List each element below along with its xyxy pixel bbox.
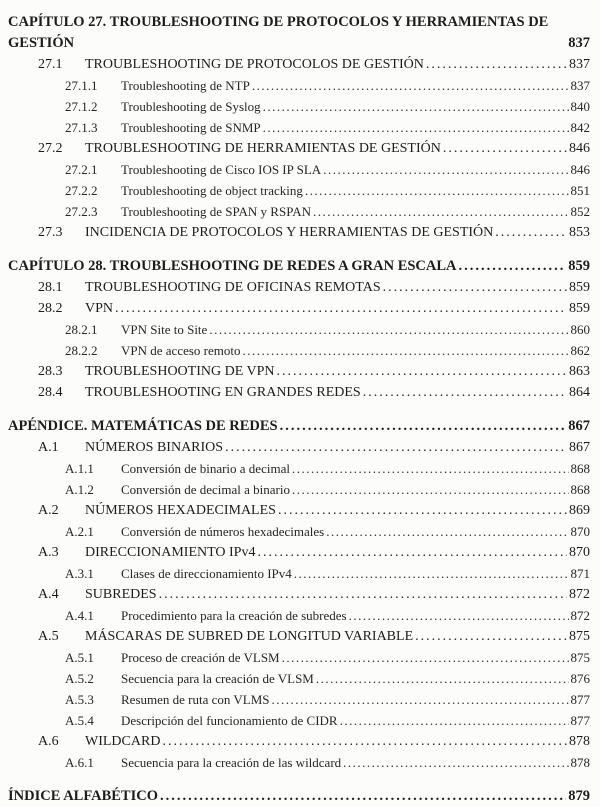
entry-title: VPN Site to Site [121, 322, 208, 337]
toc-entry [8, 668, 590, 689]
entry-page: 853 [569, 225, 590, 240]
toc-entry [8, 710, 590, 731]
dot-leader [272, 689, 569, 710]
entry-page: 869 [569, 503, 590, 518]
entry-number: A.3.1 [65, 566, 94, 581]
entry-number: 27.1 [38, 57, 63, 72]
entry-number: 27.2.3 [65, 204, 98, 219]
toc-entry [8, 689, 590, 710]
entry-title: SUBREDES [85, 587, 157, 602]
entry-title: Secuencia para la creación de VLSM [121, 671, 314, 686]
entry-title: MÁSCARAS DE SUBRED DE LONGITUD VARIABLE [85, 629, 414, 644]
entry-title: Secuencia para la creación de las wildcard [121, 755, 342, 770]
toc-entry [8, 647, 590, 668]
dot-leader [159, 584, 567, 605]
entry-number: A.5.4 [65, 713, 94, 728]
entry-title: INCIDENCIA DE PROTOCOLOS Y HERRAMIENTAS DE GESTIÓN [85, 225, 494, 240]
entry-title: VPN de acceso remoto [121, 343, 241, 358]
entry-title: CAPÍTULO 28. TROUBLESHOOTING DE REDES A GRAN ESCALA [8, 258, 457, 274]
toc-entry [8, 138, 590, 159]
entry-page: 840 [570, 99, 590, 114]
dot-leader [343, 752, 568, 773]
entry-page: 859 [569, 301, 590, 316]
entry-title: Conversión de decimal a binario [121, 482, 290, 497]
entry-number: A.6.1 [65, 755, 94, 770]
entry-title: Descripción del funcionamiento de CIDR [121, 713, 338, 728]
entry-page: 875 [570, 650, 590, 665]
entry-title: NÚMEROS BINARIOS [85, 440, 224, 455]
toc-entry [8, 256, 590, 277]
entry-title: APÉNDICE. MATEMÁTICAS DE REDES [8, 418, 278, 434]
entry-page: 877 [570, 692, 590, 707]
entry-title: TROUBLESHOOTING DE HERRAMIENTAS DE GESTIÓN [85, 141, 441, 156]
entry-number: A.1.1 [65, 461, 94, 476]
entry-page: 860 [570, 322, 590, 337]
dot-leader [225, 437, 567, 458]
toc-entry [8, 319, 590, 340]
entry-page: 846 [569, 141, 590, 156]
dot-leader [292, 479, 569, 500]
toc-entry [8, 416, 590, 437]
dot-leader [252, 75, 569, 96]
entry-title: WILDCARD [85, 734, 161, 749]
entry-number: 27.1.1 [65, 78, 98, 93]
dot-leader [294, 563, 569, 584]
dot-leader [383, 277, 567, 298]
entry-number: 27.2.2 [65, 183, 98, 198]
entry-page: 864 [569, 385, 590, 400]
entry-page: 872 [569, 587, 590, 602]
entry-title: NÚMEROS HEXADECIMALES [85, 503, 276, 518]
entry-page: 870 [570, 524, 590, 539]
entry-number: 28.1 [38, 280, 63, 295]
toc-entry [8, 96, 590, 117]
entry-title: Conversión de binario a decimal [121, 461, 290, 476]
entry-number: A.5 [38, 629, 59, 644]
toc-entry [8, 500, 590, 521]
dot-leader [459, 256, 567, 277]
toc-entry [8, 786, 590, 807]
table-of-contents [8, 12, 590, 807]
toc-entry [8, 75, 590, 96]
entry-title: VPN [85, 301, 114, 316]
entry-number: 27.3 [38, 225, 63, 240]
toc-entry [8, 626, 590, 647]
toc-entry [8, 54, 590, 75]
dot-leader [326, 521, 568, 542]
entry-title: Clases de direccionamiento IPv4 [121, 566, 292, 581]
dot-leader [263, 117, 569, 138]
entry-number: 27.2 [38, 141, 63, 156]
entry-page: 846 [570, 162, 590, 177]
entry-number: 27.2.1 [65, 162, 98, 177]
entry-number: 27.1.2 [65, 99, 98, 114]
entry-page: 878 [569, 734, 590, 749]
dot-leader [313, 201, 568, 222]
dot-leader [426, 54, 567, 75]
entry-page: 852 [570, 204, 590, 219]
dot-leader [282, 647, 569, 668]
dot-leader [243, 340, 569, 361]
toc-entry [8, 298, 590, 319]
entry-page: 859 [568, 258, 590, 274]
entry-number: 28.3 [38, 364, 63, 379]
toc-entry [8, 117, 590, 138]
dot-leader [340, 710, 569, 731]
entry-title: Troubleshooting de SNMP [121, 120, 261, 135]
entry-title: Procedimiento para la creación de subredes [121, 608, 347, 623]
entry-page: 837 [569, 57, 590, 72]
entry-number: A.5.1 [65, 650, 94, 665]
dot-leader [162, 731, 567, 752]
entry-number: 27.1.3 [65, 120, 98, 135]
entry-number: 28.2.1 [65, 322, 98, 337]
toc-entry [8, 458, 590, 479]
entry-page: 837 [570, 78, 590, 93]
dot-leader [415, 626, 567, 647]
entry-number: A.1.2 [65, 482, 94, 497]
toc-entry [8, 159, 590, 180]
entry-title: CAPÍTULO 27. TROUBLESHOOTING DE PROTOCOLOS Y HERRAMIENTAS DE GESTIÓN [8, 14, 549, 51]
entry-number: A.3 [38, 545, 59, 560]
dot-leader [280, 416, 567, 437]
dot-leader [305, 180, 569, 201]
toc-entry [8, 361, 590, 382]
entry-page: 863 [569, 364, 590, 379]
entry-page: 868 [570, 482, 590, 497]
toc-entry [8, 437, 590, 458]
entry-number: A.6 [38, 734, 59, 749]
dot-leader [443, 138, 567, 159]
dot-leader [278, 500, 567, 521]
entry-page: 877 [570, 713, 590, 728]
toc-entry [8, 752, 590, 773]
dot-leader [257, 542, 567, 563]
toc-entry [8, 605, 590, 626]
entry-number: 28.4 [38, 385, 63, 400]
toc-entry [8, 584, 590, 605]
toc-entry [8, 222, 590, 243]
entry-number: A.4.1 [65, 608, 94, 623]
entry-page: 859 [569, 280, 590, 295]
dot-leader [495, 222, 567, 243]
entry-number: A.2.1 [65, 524, 94, 539]
toc-entry [8, 340, 590, 361]
toc-entry [8, 277, 590, 298]
dot-leader [277, 361, 567, 382]
entry-title: TROUBLESHOOTING DE VPN [85, 364, 275, 379]
entry-page: 862 [570, 343, 590, 358]
entry-page: 868 [570, 461, 590, 476]
entry-title: TROUBLESHOOTING DE OFICINAS REMOTAS [85, 280, 381, 295]
toc-entry [8, 542, 590, 563]
entry-number: A.2 [38, 503, 59, 518]
entry-page: 876 [570, 671, 590, 686]
toc-entry [8, 382, 590, 403]
entry-title: Proceso de creación de VLSM [121, 650, 280, 665]
entry-page: 871 [570, 566, 590, 581]
entry-title: Troubleshooting de NTP [121, 78, 250, 93]
entry-page: 879 [568, 788, 590, 804]
entry-page: 870 [569, 545, 590, 560]
entry-page: 851 [570, 183, 590, 198]
entry-number: 28.2 [38, 301, 63, 316]
toc-entry [8, 12, 590, 54]
toc-entry [8, 201, 590, 222]
entry-title: Conversión de números hexadecimales [121, 524, 325, 539]
entry-page: 867 [569, 440, 590, 455]
dot-leader [316, 668, 569, 689]
dot-leader [263, 96, 569, 117]
toc-entry [8, 521, 590, 542]
dot-leader [160, 786, 566, 807]
entry-number: A.4 [38, 587, 59, 602]
entry-title: Troubleshooting de Cisco IOS IP SLA [121, 162, 322, 177]
dot-leader [323, 159, 568, 180]
dot-leader [292, 458, 569, 479]
dot-leader [363, 382, 567, 403]
toc-entry [8, 731, 590, 752]
entry-title: TROUBLESHOOTING EN GRANDES REDES [85, 385, 361, 400]
entry-number: 28.2.2 [65, 343, 98, 358]
entry-title: Troubleshooting de Syslog [121, 99, 261, 114]
entry-title: TROUBLESHOOTING DE PROTOCOLOS DE GESTIÓN [85, 57, 424, 72]
dot-leader [115, 298, 567, 319]
entry-page: 867 [568, 418, 590, 434]
toc-entry [8, 563, 590, 584]
entry-page: 842 [570, 120, 590, 135]
toc-entry [8, 479, 590, 500]
entry-page: 875 [569, 629, 590, 644]
toc-entry [8, 180, 590, 201]
entry-title: Troubleshooting de object tracking [121, 183, 303, 198]
entry-title: Troubleshooting de SPAN y RSPAN [121, 204, 312, 219]
entry-number: A.1 [38, 440, 59, 455]
entry-page: 837 [568, 35, 590, 51]
entry-title: ÍNDICE ALFABÉTICO [8, 788, 158, 804]
entry-number: A.5.2 [65, 671, 94, 686]
dot-leader [209, 319, 568, 340]
entry-title: DIRECCIONAMIENTO IPv4 [85, 545, 256, 560]
entry-number: A.5.3 [65, 692, 94, 707]
entry-page: 872 [570, 608, 590, 623]
entry-page: 878 [570, 755, 590, 770]
entry-title: Resumen de ruta con VLMS [121, 692, 270, 707]
dot-leader [349, 605, 569, 626]
